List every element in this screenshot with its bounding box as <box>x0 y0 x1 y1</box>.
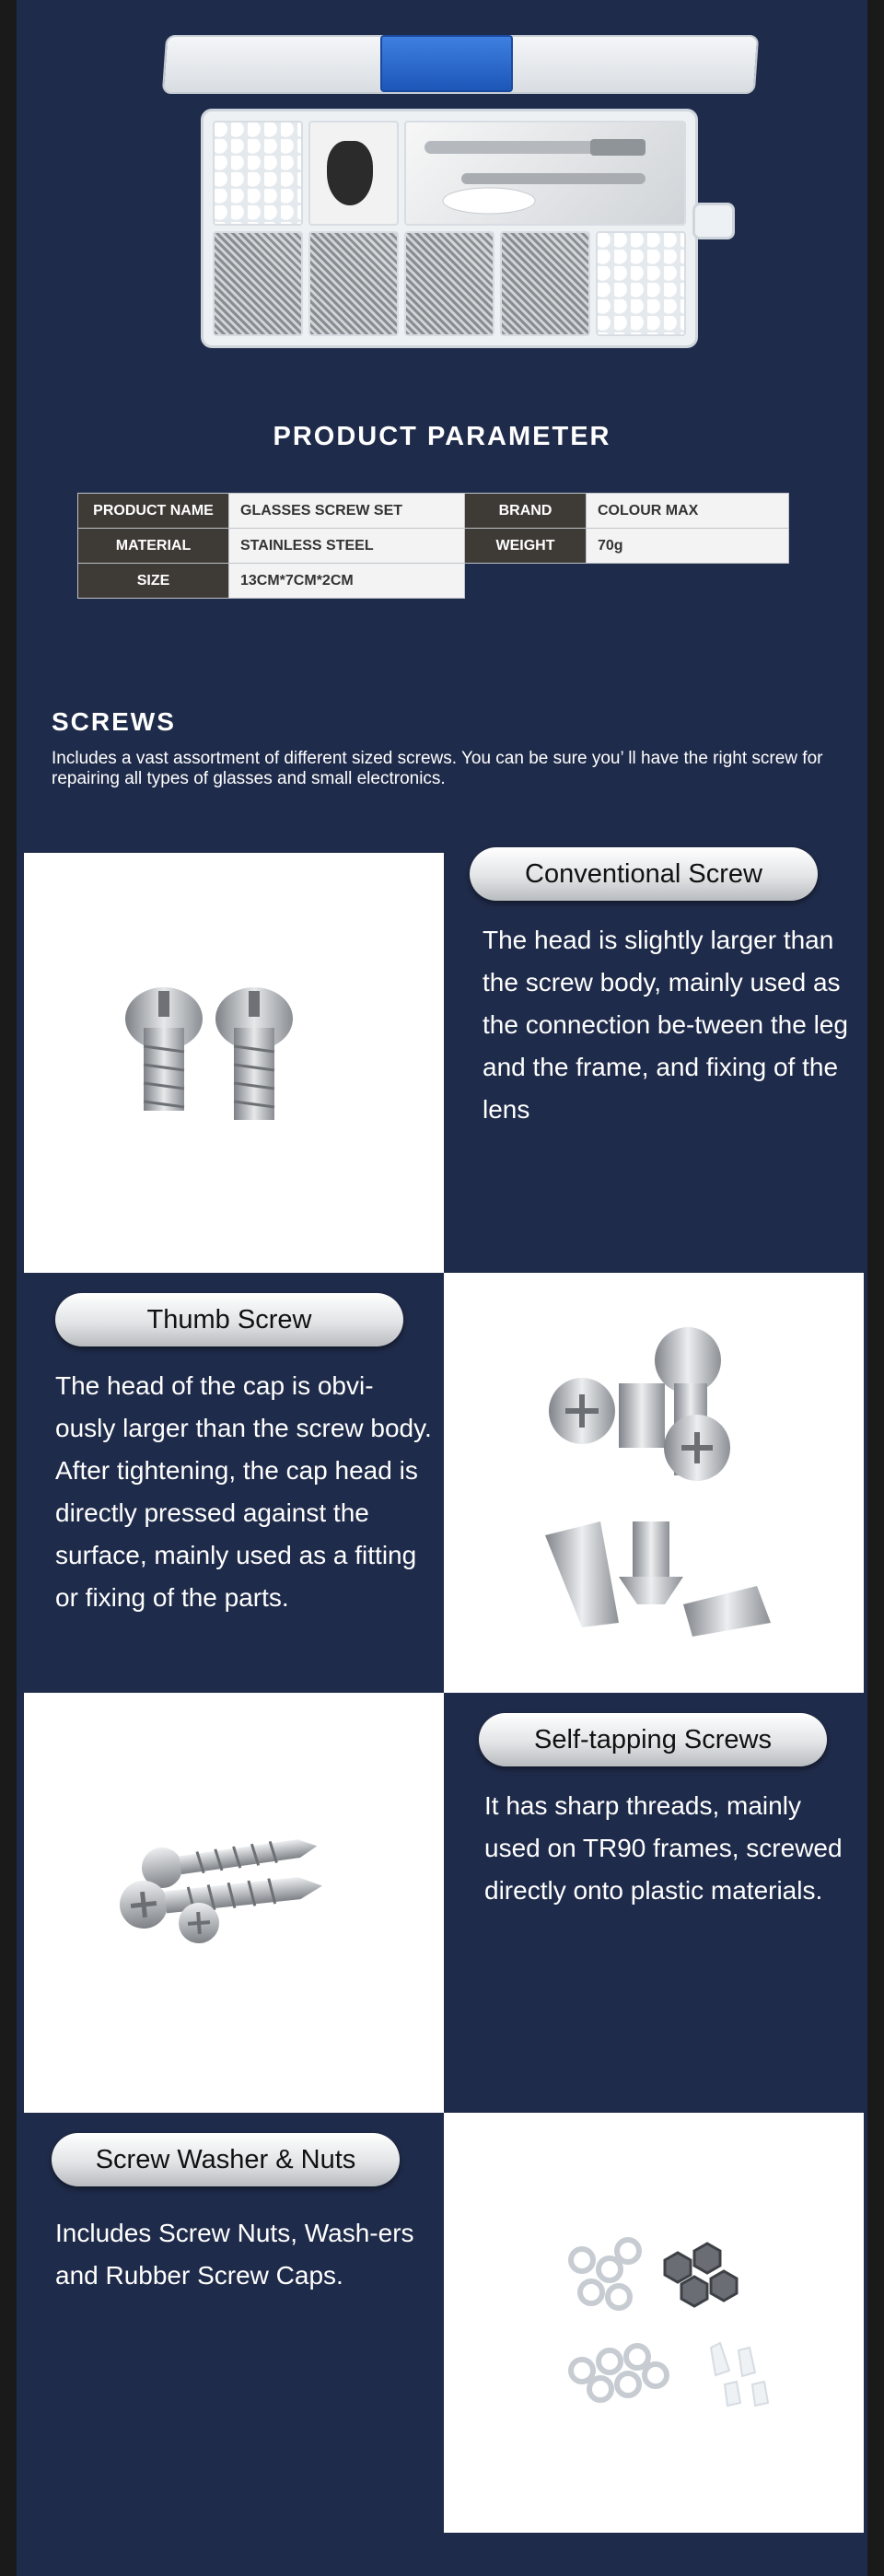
table-row <box>78 529 789 564</box>
thumb-screw-image <box>444 1273 864 1693</box>
table-row <box>78 564 789 599</box>
washer-nuts-text: Includes Screw Nuts, Wash-ers and Rubber Screw Caps. <box>55 2219 414 2290</box>
screws-compartment <box>500 231 590 336</box>
screws-compartment <box>308 231 399 336</box>
self-tapping-screw-icon <box>24 1693 444 2113</box>
screws-description: Includes a vast assortment of different sized screws. You can be sure you’ ll have the right screw for repairing all types of glasses and small electronics. <box>52 749 823 788</box>
table-row <box>78 494 789 529</box>
conventional-screw-image <box>24 853 444 1273</box>
washer-nuts-panel <box>24 2113 444 2533</box>
product-name-value: GLASSES SCREW SET <box>229 494 465 529</box>
box-clip <box>380 35 513 92</box>
thumb-screw-icon <box>444 1273 864 1693</box>
screw-kit-box-image <box>145 28 753 368</box>
self-tapping-screw-image <box>24 1693 444 2113</box>
screwdriver-icon <box>406 122 682 224</box>
conventional-screw-panel <box>444 853 864 1273</box>
self-tapping-screw-text: It has sharp threads, mainly used on TR90 frames, screwed directly onto plastic materials. <box>484 1791 843 1905</box>
left-frame-edge <box>0 0 17 2576</box>
product-detail-page <box>17 0 867 2576</box>
box-hanging-tab <box>692 203 735 239</box>
thumb-screw-text: The head of the cap is obvi-ously larger than the screw body. After tightening, the cap head is directly pressed against the surface, mainly used as a fitting or fixing of the parts. <box>55 1371 432 1612</box>
self-tapping-screw-title: Self-tapping Screws <box>479 1713 827 1766</box>
product-parameter-title: PRODUCT PARAMETER <box>273 422 611 451</box>
weight-value: 70g <box>587 529 789 564</box>
washer-nuts-title: Screw Washer & Nuts <box>52 2133 400 2186</box>
material-value: STAINLESS STEEL <box>229 529 465 564</box>
conventional-screw-icon <box>24 853 444 1273</box>
box-body <box>201 109 698 348</box>
nuts-compartment <box>596 231 686 336</box>
nose-pads-compartment <box>213 121 303 226</box>
screwdriver-tools-compartment <box>404 121 686 226</box>
conventional-screw-title: Conventional Screw <box>470 847 818 901</box>
size-label: SIZE <box>78 564 229 599</box>
washer-nuts-image <box>444 2113 864 2533</box>
self-tapping-screw-panel <box>444 1693 864 2113</box>
product-name-label: PRODUCT NAME <box>78 494 229 529</box>
screws-heading: SCREWS <box>52 707 176 736</box>
brand-value: COLOUR MAX <box>587 494 789 529</box>
right-frame-edge <box>867 0 884 2576</box>
screws-compartment <box>213 231 303 336</box>
screws-compartment <box>404 231 494 336</box>
thumb-screw-title: Thumb Screw <box>55 1293 403 1346</box>
weight-label: WEIGHT <box>465 529 587 564</box>
thumb-screw-panel <box>24 1273 444 1693</box>
empty-cell <box>465 564 587 599</box>
empty-cell <box>587 564 789 599</box>
material-label: MATERIAL <box>78 529 229 564</box>
size-value: 13CM*7CM*2CM <box>229 564 465 599</box>
temple-tips-compartment <box>308 121 399 226</box>
washer-nuts-icon <box>444 2113 864 2533</box>
conventional-screw-text: The head is slightly larger than the screw body, mainly used as the connection be-tween the leg and the frame, and fixing of the lens <box>483 926 848 1124</box>
product-parameter-table <box>77 493 789 599</box>
brand-label: BRAND <box>465 494 587 529</box>
